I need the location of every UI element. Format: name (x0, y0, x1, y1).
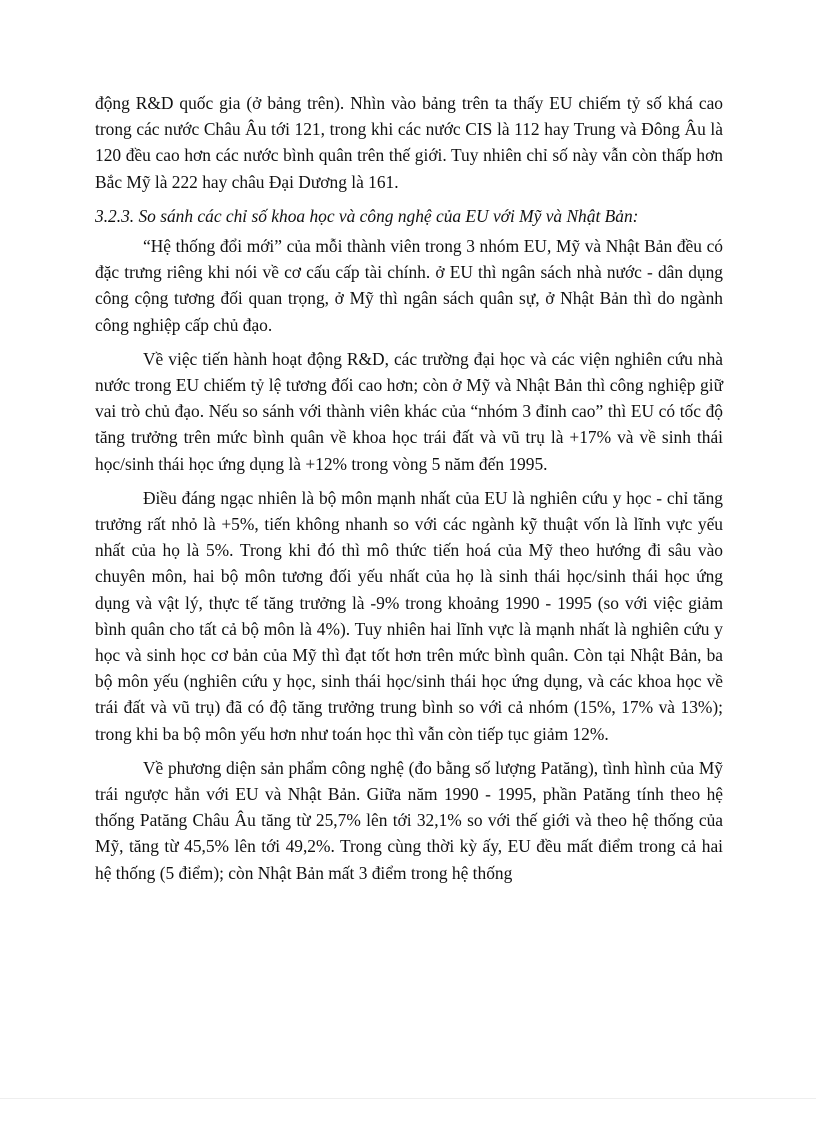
paragraph-rd-activities: Về việc tiến hành hoạt động R&D, các trường đại học và các viện nghiên cứu nhà nước trong EU chiếm tỷ lệ tương đối cao hơn; còn ở Mỹ và Nhật Bản thì công nghiệp giữ vai trò chủ đạo. Nếu so sánh với thành viên khác của “nhóm 3 đỉnh cao” thì EU có tốc độ tăng trưởng trên mức bình quân về khoa học trái đất và vũ trụ là +17% và về sinh thái học/sinh thái học ứng dụng là +12% trong vòng 5 năm đến 1995. (95, 348, 723, 474)
page-content (95, 90, 723, 894)
paragraph-research-growth: Điều đáng ngạc nhiên là bộ môn mạnh nhất của EU là nghiên cứu y học - chỉ tăng trưởng rất nhỏ là +5%, tiến không nhanh so với các ngành kỹ thuật vốn là lĩnh vực yếu nhất của họ là 5%. Trong khi đó thì mô thức tiến hoá của Mỹ theo hướng đi sâu vào chuyên môn, hai bộ môn tương đối yếu nhất của họ là sinh thái học/sinh thái học ứng dụng và vật lý, thực tế tăng trưởng là -9% trong khoảng 1990 - 1995 (so với việc giảm bình quân cho tất cả bộ môn là 4%). Tuy nhiên hai lĩnh vực là mạnh nhất là nghiên cứu y học và sinh học cơ bản của Mỹ thì đạt tốt hơn trên mức bình quân. Còn tại Nhật Bản, ba bộ môn yếu (nghiên cứu y học, sinh thái học/sinh thái học ứng dụng, và các khoa học về trái đất và vũ trụ) đã có độ tăng trưởng trung bình so với cả nhóm (15%, 17% và 13%); trong khi ba bộ môn yếu hơn như toán học thì vẫn còn tiếp tục giảm 12%. (95, 487, 723, 744)
paragraph-patents: Về phương diện sản phẩm công nghệ (đo bằng số lượng Patăng), tình hình của Mỹ trái ngược hẳn với EU và Nhật Bản. Giữa năm 1990 - 1995, phần Patăng tính theo hệ thống Patăng Châu Âu tăng từ 25,7% lên tới 32,1% so với thế giới và theo hệ thống của Mỹ, tăng từ 45,5% lên tới 49,2%. Trong cùng thời kỳ ấy, EU đều mất điểm trong cả hai hệ thống (5 điểm); còn Nhật Bản mất 3 điểm trong hệ thống (95, 757, 723, 883)
page-bottom-divider (0, 1098, 816, 1099)
paragraph-continuation: động R&D quốc gia (ở bảng trên). Nhìn vào bảng trên ta thấy EU chiếm tỷ số khá cao trong các nước Châu Âu tới 121, trong khi các nước CIS là 112 hay Trung và Đông Âu là 120 đều cao hơn các nước bình quân trên thế giới. Tuy nhiên chỉ số này vẫn còn thấp hơn Bắc Mỹ là 222 hay châu Đại Dương là 161. (95, 93, 723, 192)
paragraph-innovation-system: “Hệ thống đổi mới” của mỗi thành viên trong 3 nhóm EU, Mỹ và Nhật Bản đều có đặc trưng riêng khi nói về cơ cấu cấp tài chính. ở EU thì ngân sách nhà nước - dân dụng công cộng tương đối quan trọng, ở Mỹ thì ngân sách quân sự, ở Nhật Bản thì do ngành công nghiệp cấp chủ đạo. (95, 236, 723, 335)
section-heading: 3.2.3. So sánh các chỉ số khoa học và công nghệ của EU với Mỹ và Nhật Bản: (95, 205, 639, 226)
